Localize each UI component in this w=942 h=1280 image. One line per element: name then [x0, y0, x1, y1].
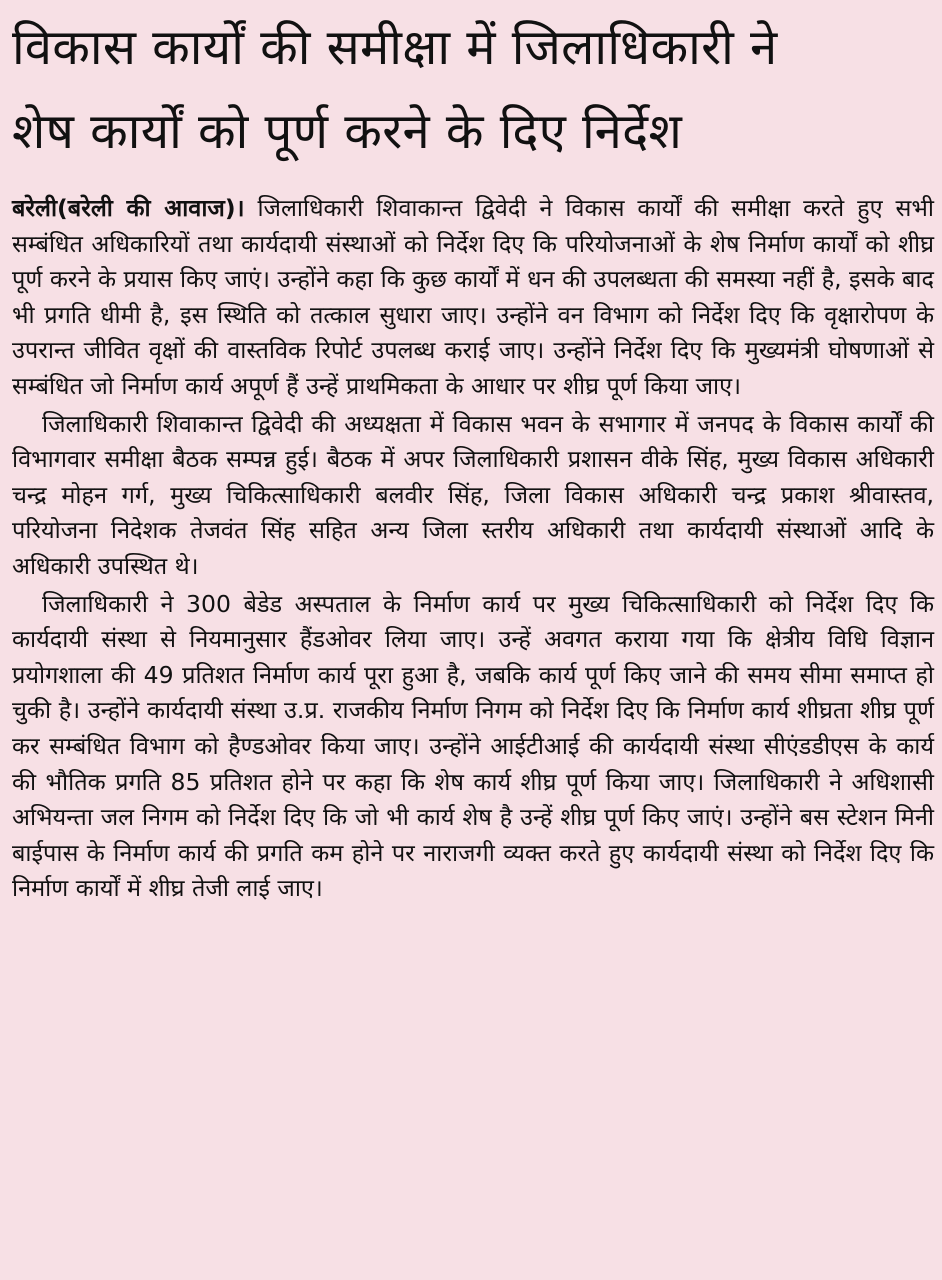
paragraph-1-text: जिलाधिकारी शिवाकान्त द्विवेदी ने विकास कार्यों की समीक्षा करते हुए सभी सम्बंधित अधिकारियों तथा कार्यदायी संस्थाओं को निर्देश दिए कि परियोजनाओं के शेष निर्माण कार्यों को शीघ्र पूर्ण करने के प्रयास किए जाएं। उन्होंने कहा कि कुछ कार्यों में धन की उपलब्धता की समस्या नहीं है, इसके बाद भी प्रगति धीमी है, इस स्थिति को तत्काल सुधारा जाए। उन्होंने वन विभाग को निर्देश दिए कि वृक्षारोपण के उपरान्त जीवित वृक्षों की वास्तविक रिपोर्ट उपलब्ध कराई जाए। उन्होंने निर्देश दिए कि मुख्यमंत्री घोषणाओं से सम्बंधित जो निर्माण कार्य अपूर्ण हैं उन्हें प्राथमिकता के आधार पर शीघ्र पूर्ण किया जाए।: [12, 194, 935, 400]
headline-line-2: शेष कार्यों को पूर्ण करने के दिए निर्देश: [12, 103, 683, 160]
paragraph-3: जिलाधिकारी ने 300 बेडेड अस्पताल के निर्माण कार्य पर मुख्य चिकित्साधिकारी को निर्देश दिए कि कार्यदायी संस्था से नियमानुसार हैंडओवर लिया जाए। उन्हें अवगत कराया गया कि क्षेत्रीय विधि विज्ञान प्रयोगशाला की 49 प्रतिशत निर्माण कार्य पूरा हुआ है, जबकि कार्य पूर्ण किए जाने की समय सीमा समाप्त हो चुकी है। उन्होंने कार्यदायी संस्था उ.प्र. राजकीय निर्माण निगम को निर्देश दिए कि निर्माण कार्य शीघ्रता शीघ्र पूर्ण कर सम्बंधित विभाग को हैण्डओवर किया जाए। उन्होंने आईटीआई की कार्यदायी संस्था सीएंडडीएस के कार्य की भौतिक प्रगति 85 प्रतिशत होने पर कहा कि शेष कार्य शीघ्र पूर्ण किया जाए। जिलाधिकारी ने अधिशासी अभियन्ता जल निगम को निर्देश दिए कि जो भी कार्य शेष है उन्हें शीघ्र पूर्ण किए जाएं। उन्होंने बस स्टेशन मिनी बाईपास के निर्माण कार्य की प्रगति कम होने पर नाराजगी व्यक्त करते हुए कार्यदायी संस्था को निर्देश दिए कि निर्माण कार्यों में शीघ्र तेजी लाई जाए।: [12, 589, 934, 903]
dateline: बरेली(बरेली की आवाज)।: [12, 194, 245, 222]
article-body: [12, 191, 934, 907]
paragraph-2: जिलाधिकारी शिवाकान्त द्विवेदी की अध्यक्षता में विकास भवन के सभागार में जनपद के विकास कार्यों की विभागवार समीक्षा बैठक सम्पन्न हुई। बैठक में अपर जिलाधिकारी प्रशासन वीके सिंह, मुख्य विकास अधिकारी चन्द्र मोहन गर्ग, मुख्य चिकित्साधिकारी बलवीर सिंह, जिला विकास अधिकारी चन्द्र प्रकाश श्रीवास्तव, परियोजना निदेशक तेजवंत सिंह सहित अन्य जिला स्तरीय अधिकारी तथा कार्यदायी संस्थाओं आदि के अधिकारी उपस्थित थे।: [12, 409, 934, 580]
paragraph-1: [12, 191, 934, 405]
headline-line-1: विकास कार्यों की समीक्षा में जिलाधिकारी ने: [12, 19, 778, 76]
headline: [12, 6, 934, 174]
